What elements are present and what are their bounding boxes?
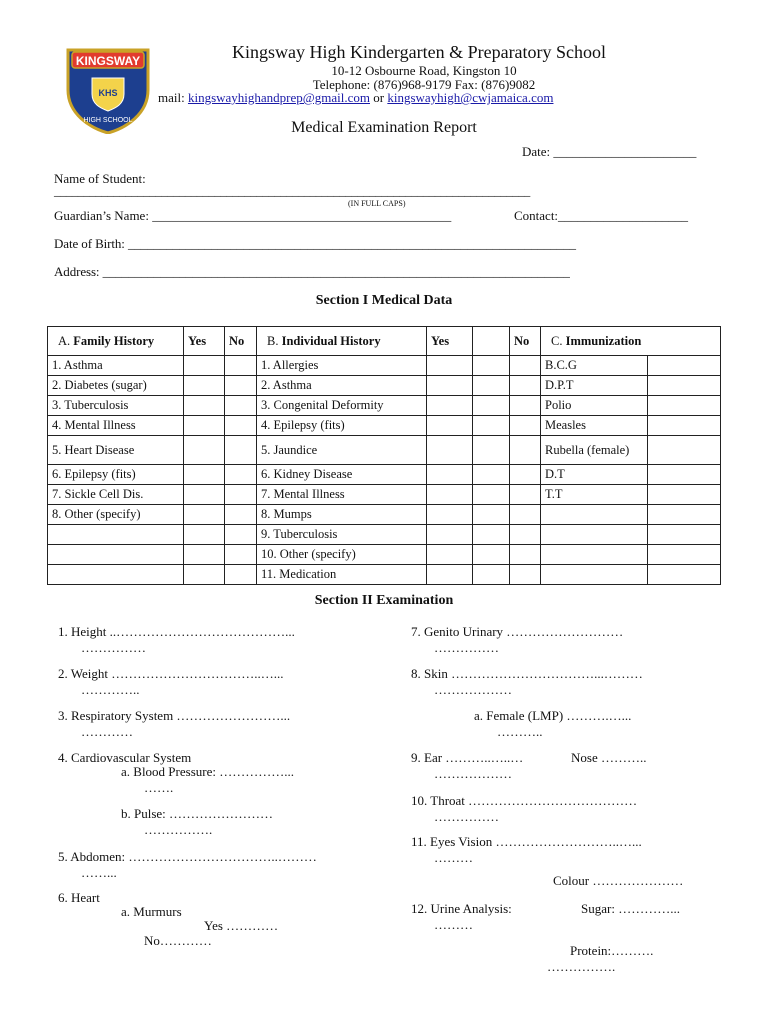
- section-2-title: Section II Examination: [314, 593, 454, 608]
- individual-yes-checkbox[interactable]: [427, 416, 473, 436]
- immunization-date-cell[interactable]: [648, 565, 721, 585]
- individual-blank-cell[interactable]: [473, 465, 510, 485]
- exam-urine-cont: ………: [434, 917, 473, 932]
- exam-urine-analysis: 12. Urine Analysis:: [411, 901, 512, 916]
- immunization-cell: D.P.T: [541, 376, 648, 396]
- immunization-date-cell[interactable]: [648, 376, 721, 396]
- family-no-checkbox[interactable]: [225, 465, 257, 485]
- exam-murmurs-yes[interactable]: Yes …………: [204, 918, 279, 933]
- family-no-checkbox[interactable]: [225, 356, 257, 376]
- table-row: [48, 396, 721, 416]
- individual-yes-checkbox[interactable]: [427, 376, 473, 396]
- immunization-cell: Polio: [541, 396, 648, 416]
- school-name: Kingsway High Kindergarten & Preparatory School: [231, 42, 607, 62]
- immunization-cell: [541, 525, 648, 545]
- individual-history-cell: 6. Kidney Disease: [257, 465, 427, 485]
- individual-history-cell: 3. Congenital Deformity: [257, 396, 427, 416]
- header-yes-2: Yes: [427, 327, 473, 356]
- individual-history-cell: 1. Allergies: [257, 356, 427, 376]
- immunization-date-cell[interactable]: [648, 356, 721, 376]
- family-no-checkbox[interactable]: [225, 436, 257, 465]
- family-history-cell: 1. Asthma: [48, 356, 184, 376]
- family-no-checkbox[interactable]: [225, 505, 257, 525]
- individual-no-checkbox[interactable]: [510, 396, 541, 416]
- table-header-row: [48, 327, 721, 356]
- immunization-date-cell[interactable]: [648, 436, 721, 465]
- individual-yes-checkbox[interactable]: [427, 396, 473, 416]
- individual-blank-cell[interactable]: [473, 545, 510, 565]
- full-caps-note: (IN FULL CAPS): [348, 199, 406, 208]
- immunization-cell: T.T: [541, 485, 648, 505]
- email-label: mail:: [158, 90, 185, 105]
- individual-history-cell: 9. Tuberculosis: [257, 525, 427, 545]
- exam-skin-cont: ………………: [434, 682, 512, 697]
- individual-no-checkbox[interactable]: [510, 356, 541, 376]
- school-address: 10-12 Osbourne Road, Kingston 10: [331, 63, 517, 78]
- table-row: [48, 485, 721, 505]
- individual-no-checkbox[interactable]: [510, 465, 541, 485]
- individual-history-cell: 5. Jaundice: [257, 436, 427, 465]
- date-label: Date:: [522, 144, 551, 159]
- individual-history-cell: 10. Other (specify): [257, 545, 427, 565]
- exam-urine-sugar[interactable]: Sugar: …………...: [581, 901, 680, 916]
- individual-yes-checkbox[interactable]: [427, 436, 473, 465]
- guardian-name-field[interactable]: Guardian’s Name: ______________________________________________: [54, 208, 452, 223]
- immunization-date-cell[interactable]: [648, 485, 721, 505]
- table-row: [48, 376, 721, 396]
- contact-field[interactable]: Contact:____________________: [514, 208, 689, 223]
- exam-murmurs-no[interactable]: No…………: [144, 933, 212, 948]
- exam-colour[interactable]: Colour …………………: [553, 873, 684, 888]
- individual-history-cell: 7. Mental Illness: [257, 485, 427, 505]
- table-row: [48, 465, 721, 485]
- individual-no-checkbox[interactable]: [510, 525, 541, 545]
- family-yes-checkbox[interactable]: [184, 485, 225, 505]
- family-history-cell: 3. Tuberculosis: [48, 396, 184, 416]
- individual-yes-checkbox[interactable]: [427, 545, 473, 565]
- immunization-cell: Rubella (female): [541, 436, 648, 465]
- immunization-cell: B.C.G: [541, 356, 648, 376]
- table-row: [48, 525, 721, 545]
- immunization-cell: D.T: [541, 465, 648, 485]
- exam-cardiovascular: 4. Cardiovascular System: [58, 750, 192, 765]
- individual-yes-checkbox[interactable]: [427, 565, 473, 585]
- table-row: [48, 565, 721, 585]
- table-row: [48, 545, 721, 565]
- immunization-cell: [541, 545, 648, 565]
- immunization-date-cell[interactable]: [648, 505, 721, 525]
- exam-female-lmp[interactable]: a. Female (LMP) ……….…...: [474, 708, 632, 723]
- medical-data-table: [47, 326, 721, 585]
- individual-no-checkbox[interactable]: [510, 376, 541, 396]
- family-history-cell: 4. Mental Illness: [48, 416, 184, 436]
- logo-initials: KHS: [98, 88, 118, 98]
- individual-yes-checkbox[interactable]: [427, 485, 473, 505]
- exam-weight-cont: …………..: [81, 682, 140, 697]
- exam-eyes-vision[interactable]: 11. Eyes Vision ………………………..…...: [411, 834, 642, 849]
- exam-respiratory-cont: …………: [81, 724, 133, 739]
- logo-text-top: KINGSWAY: [75, 54, 141, 68]
- header-family-history: A. Family History: [48, 327, 184, 356]
- exam-height[interactable]: 1. Height ..…………………………………...: [58, 624, 295, 639]
- family-history-cell: [48, 545, 184, 565]
- exam-nose[interactable]: Nose ………..: [571, 750, 647, 765]
- email-link-1[interactable]: kingswayhighandprep@gmail.com: [187, 90, 370, 105]
- exam-pulse-cont: …………….: [144, 822, 213, 837]
- exam-blood-pressure-cont: …….: [144, 780, 174, 795]
- school-telephone: Telephone: (876)968-9179 Fax: (876)9082: [312, 77, 536, 92]
- individual-blank-cell[interactable]: [473, 356, 510, 376]
- immunization-date-cell[interactable]: [648, 416, 721, 436]
- exam-urine-protein-cont: …………….: [547, 959, 616, 974]
- individual-blank-cell[interactable]: [473, 436, 510, 465]
- family-no-checkbox[interactable]: [225, 485, 257, 505]
- family-no-checkbox[interactable]: [225, 525, 257, 545]
- family-no-checkbox[interactable]: [225, 416, 257, 436]
- immunization-cell: [541, 505, 648, 525]
- individual-no-checkbox[interactable]: [510, 416, 541, 436]
- family-no-checkbox[interactable]: [225, 565, 257, 585]
- exam-ear[interactable]: 9. Ear ………..…..…: [411, 750, 524, 765]
- exam-ear-cont: ………………: [434, 766, 512, 781]
- family-history-cell: 6. Epilepsy (fits): [48, 465, 184, 485]
- exam-pulse[interactable]: b. Pulse: ……………………: [121, 806, 274, 821]
- individual-history-cell: 4. Epilepsy (fits): [257, 416, 427, 436]
- exam-abdomen[interactable]: 5. Abdomen: ……………………………..………: [58, 849, 317, 864]
- individual-blank-cell[interactable]: [473, 416, 510, 436]
- family-history-cell: 2. Diabetes (sugar): [48, 376, 184, 396]
- family-no-checkbox[interactable]: [225, 545, 257, 565]
- immunization-cell: [541, 565, 648, 585]
- family-history-cell: 7. Sickle Cell Dis.: [48, 485, 184, 505]
- family-yes-checkbox[interactable]: [184, 525, 225, 545]
- individual-no-checkbox[interactable]: [510, 436, 541, 465]
- table-row: [48, 436, 721, 465]
- email-row: [158, 90, 553, 106]
- family-yes-checkbox[interactable]: [184, 565, 225, 585]
- exam-eyes-vision-cont: ………: [434, 850, 473, 865]
- family-no-checkbox[interactable]: [225, 396, 257, 416]
- section-1-title: Section I Medical Data: [315, 293, 453, 308]
- student-name-line[interactable]: ________________________________________________________________________________: [54, 184, 531, 198]
- individual-blank-cell[interactable]: [473, 485, 510, 505]
- exam-throat[interactable]: 10. Throat …………………………………: [411, 793, 638, 808]
- date-field[interactable]: [522, 144, 696, 160]
- email-or: or: [373, 90, 385, 105]
- family-history-cell: [48, 565, 184, 585]
- family-history-cell: 8. Other (specify): [48, 505, 184, 525]
- immunization-date-cell[interactable]: [648, 545, 721, 565]
- exam-female-lmp-cont: ………..: [497, 724, 543, 739]
- exam-skin[interactable]: 8. Skin ……………………………...………: [411, 666, 643, 681]
- individual-yes-checkbox[interactable]: [427, 525, 473, 545]
- email-link-2[interactable]: kingswayhigh@cwjamaica.com: [387, 90, 554, 105]
- immunization-date-cell[interactable]: [648, 465, 721, 485]
- exam-murmurs: a. Murmurs: [121, 904, 182, 919]
- individual-blank-cell[interactable]: [473, 376, 510, 396]
- family-yes-checkbox[interactable]: [184, 465, 225, 485]
- individual-yes-checkbox[interactable]: [427, 505, 473, 525]
- header-yes-1: Yes: [184, 327, 225, 356]
- date-line: ______________________: [553, 144, 697, 159]
- individual-yes-checkbox[interactable]: [427, 465, 473, 485]
- address-field[interactable]: Address: _________________________________________________________________________: [54, 264, 570, 279]
- individual-history-cell: 2. Asthma: [257, 376, 427, 396]
- family-history-cell: 5. Heart Disease: [48, 436, 184, 465]
- exam-height-cont: ……………: [81, 640, 146, 655]
- family-yes-checkbox[interactable]: [184, 436, 225, 465]
- immunization-cell: Measles: [541, 416, 648, 436]
- student-name-label: Name of Student:: [54, 171, 146, 186]
- individual-history-cell: 8. Mumps: [257, 505, 427, 525]
- individual-blank-cell[interactable]: [473, 396, 510, 416]
- individual-blank-cell[interactable]: [473, 525, 510, 545]
- exam-urine-protein[interactable]: Protein:……….: [570, 943, 654, 958]
- family-yes-checkbox[interactable]: [184, 545, 225, 565]
- header-no-2: No: [510, 327, 541, 356]
- family-yes-checkbox[interactable]: [184, 505, 225, 525]
- family-yes-checkbox[interactable]: [184, 396, 225, 416]
- logo-text-bottom: HIGH SCHOOL: [83, 117, 133, 124]
- immunization-date-cell[interactable]: [648, 525, 721, 545]
- individual-yes-checkbox[interactable]: [427, 356, 473, 376]
- family-yes-checkbox[interactable]: [184, 356, 225, 376]
- table-row: [48, 416, 721, 436]
- exam-weight[interactable]: 2. Weight ……………………………..…...: [58, 666, 284, 681]
- individual-no-checkbox[interactable]: [510, 505, 541, 525]
- individual-no-checkbox[interactable]: [510, 485, 541, 505]
- header-immunization: C. Immunization: [541, 327, 721, 356]
- form-title: Medical Examination Report: [291, 119, 477, 136]
- exam-blood-pressure[interactable]: a. Blood Pressure: ……………...: [121, 764, 294, 779]
- family-yes-checkbox[interactable]: [184, 376, 225, 396]
- exam-abdomen-cont: ……...: [81, 865, 117, 880]
- date-of-birth-field[interactable]: Date of Birth: ______________________________________________________________________: [54, 236, 576, 251]
- table-row: [48, 505, 721, 525]
- family-no-checkbox[interactable]: [225, 376, 257, 396]
- individual-history-cell: 11. Medication: [257, 565, 427, 585]
- exam-respiratory[interactable]: 3. Respiratory System ……………………...: [58, 708, 291, 723]
- header-individual-history: B. Individual History: [257, 327, 427, 356]
- individual-blank-cell[interactable]: [473, 505, 510, 525]
- family-history-cell: [48, 525, 184, 545]
- individual-blank-cell[interactable]: [473, 565, 510, 585]
- family-yes-checkbox[interactable]: [184, 416, 225, 436]
- immunization-date-cell[interactable]: [648, 396, 721, 416]
- table-row: [48, 356, 721, 376]
- individual-no-checkbox[interactable]: [510, 565, 541, 585]
- header-no-1: No: [225, 327, 257, 356]
- individual-no-checkbox[interactable]: [510, 545, 541, 565]
- exam-genito-urinary-cont: ……………: [434, 640, 499, 655]
- exam-genito-urinary[interactable]: 7. Genito Urinary ………………………: [411, 624, 624, 639]
- exam-throat-cont: ……………: [434, 809, 499, 824]
- header-blank: [473, 327, 510, 356]
- exam-heart: 6. Heart: [58, 890, 100, 905]
